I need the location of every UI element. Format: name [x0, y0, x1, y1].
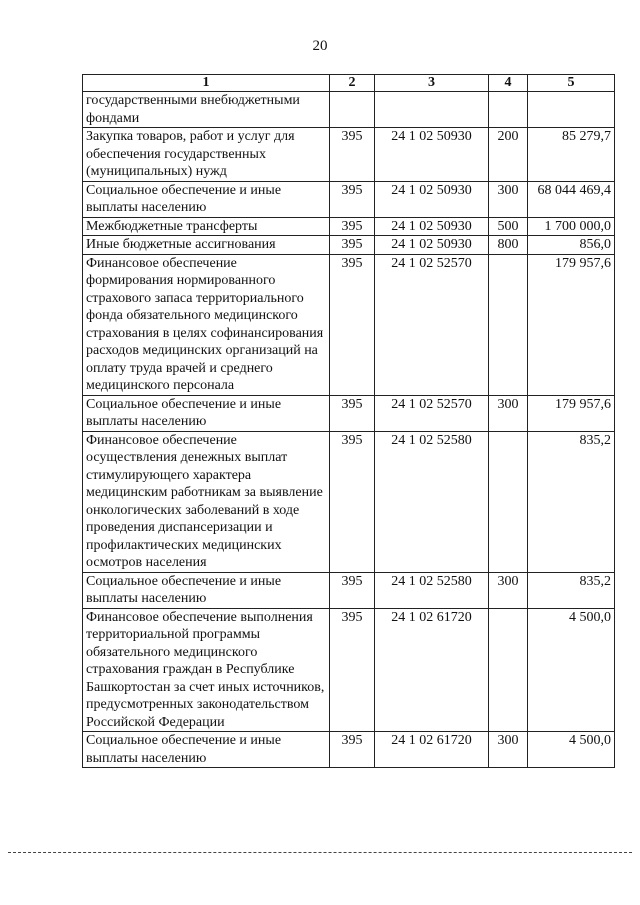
header-col-4: 4 [489, 75, 528, 92]
row-name: Социальное обеспечение и иные выплаты населению [83, 181, 330, 217]
row-vr [489, 92, 528, 128]
row-csr: 24 1 02 50930 [375, 217, 489, 236]
row-csr: 24 1 02 52580 [375, 431, 489, 572]
row-vr [489, 254, 528, 395]
header-col-1: 1 [83, 75, 330, 92]
row-code [330, 92, 375, 128]
row-code: 395 [330, 181, 375, 217]
row-code: 395 [330, 732, 375, 768]
row-amount: 85 279,7 [528, 128, 615, 182]
row-name: Социальное обеспечение и иные выплаты населению [83, 395, 330, 431]
page-number: 20 [312, 38, 328, 54]
row-amount: 4 500,0 [528, 608, 615, 732]
row-amount: 835,2 [528, 431, 615, 572]
row-name: Межбюджетные трансферты [83, 217, 330, 236]
row-csr: 24 1 02 61720 [375, 732, 489, 768]
row-name: Финансовое обеспечение выполнения территориальной программы обязательного медицинского страхования граждан в Республике Башкортостан за счет иных источников, предусмотренных законодательством Российской Федерации [83, 608, 330, 732]
row-name: Финансовое обеспечение формирования нормированного страхового запаса территориального фонда обязательного медицинского страхования в целях софинансирования расходов медицинских организаций на оплату труда врачей и среднего медицинского персонала [83, 254, 330, 395]
table-row [83, 608, 615, 732]
table-row [83, 236, 615, 255]
table-row [83, 217, 615, 236]
row-csr: 24 1 02 50930 [375, 236, 489, 255]
row-csr: 24 1 02 61720 [375, 608, 489, 732]
row-name: Закупка товаров, работ и услуг для обеспечения государственных (муниципальных) нужд [83, 128, 330, 182]
row-code: 395 [330, 128, 375, 182]
row-amount: 179 957,6 [528, 395, 615, 431]
table-row [83, 181, 615, 217]
row-code: 395 [330, 431, 375, 572]
page-cut-line [8, 852, 632, 853]
table-row [83, 431, 615, 572]
row-amount: 68 044 469,4 [528, 181, 615, 217]
row-vr [489, 431, 528, 572]
table-row [83, 732, 615, 768]
row-csr: 24 1 02 52570 [375, 254, 489, 395]
row-vr: 500 [489, 217, 528, 236]
row-vr: 200 [489, 128, 528, 182]
budget-table [82, 74, 615, 768]
row-name: Социальное обеспечение и иные выплаты населению [83, 572, 330, 608]
table-header-row [83, 75, 615, 92]
row-code: 395 [330, 236, 375, 255]
row-code: 395 [330, 572, 375, 608]
row-vr [489, 608, 528, 732]
header-col-3: 3 [375, 75, 489, 92]
row-csr [375, 92, 489, 128]
row-amount: 835,2 [528, 572, 615, 608]
row-code: 395 [330, 608, 375, 732]
row-amount [528, 92, 615, 128]
table-row [83, 254, 615, 395]
row-amount: 1 700 000,0 [528, 217, 615, 236]
row-vr: 300 [489, 572, 528, 608]
row-csr: 24 1 02 52580 [375, 572, 489, 608]
row-amount: 856,0 [528, 236, 615, 255]
row-csr: 24 1 02 50930 [375, 128, 489, 182]
row-name: Иные бюджетные ассигнования [83, 236, 330, 255]
row-name: Финансовое обеспечение осуществления денежных выплат стимулирующего характера медицинским работникам за выявление онкологических заболеваний в ходе проведения диспансеризации и профилактических медицинских осмотров населения [83, 431, 330, 572]
row-name: Социальное обеспечение и иные выплаты населению [83, 732, 330, 768]
row-name: государственными внебюджетными фондами [83, 92, 330, 128]
row-csr: 24 1 02 50930 [375, 181, 489, 217]
row-vr: 300 [489, 181, 528, 217]
table-row [83, 572, 615, 608]
table-row [83, 395, 615, 431]
row-amount: 179 957,6 [528, 254, 615, 395]
header-col-2: 2 [330, 75, 375, 92]
row-code: 395 [330, 395, 375, 431]
table-row [83, 92, 615, 128]
row-csr: 24 1 02 52570 [375, 395, 489, 431]
row-amount: 4 500,0 [528, 732, 615, 768]
header-col-5: 5 [528, 75, 615, 92]
row-code: 395 [330, 254, 375, 395]
table-row [83, 128, 615, 182]
row-vr: 300 [489, 395, 528, 431]
row-vr: 300 [489, 732, 528, 768]
row-code: 395 [330, 217, 375, 236]
row-vr: 800 [489, 236, 528, 255]
